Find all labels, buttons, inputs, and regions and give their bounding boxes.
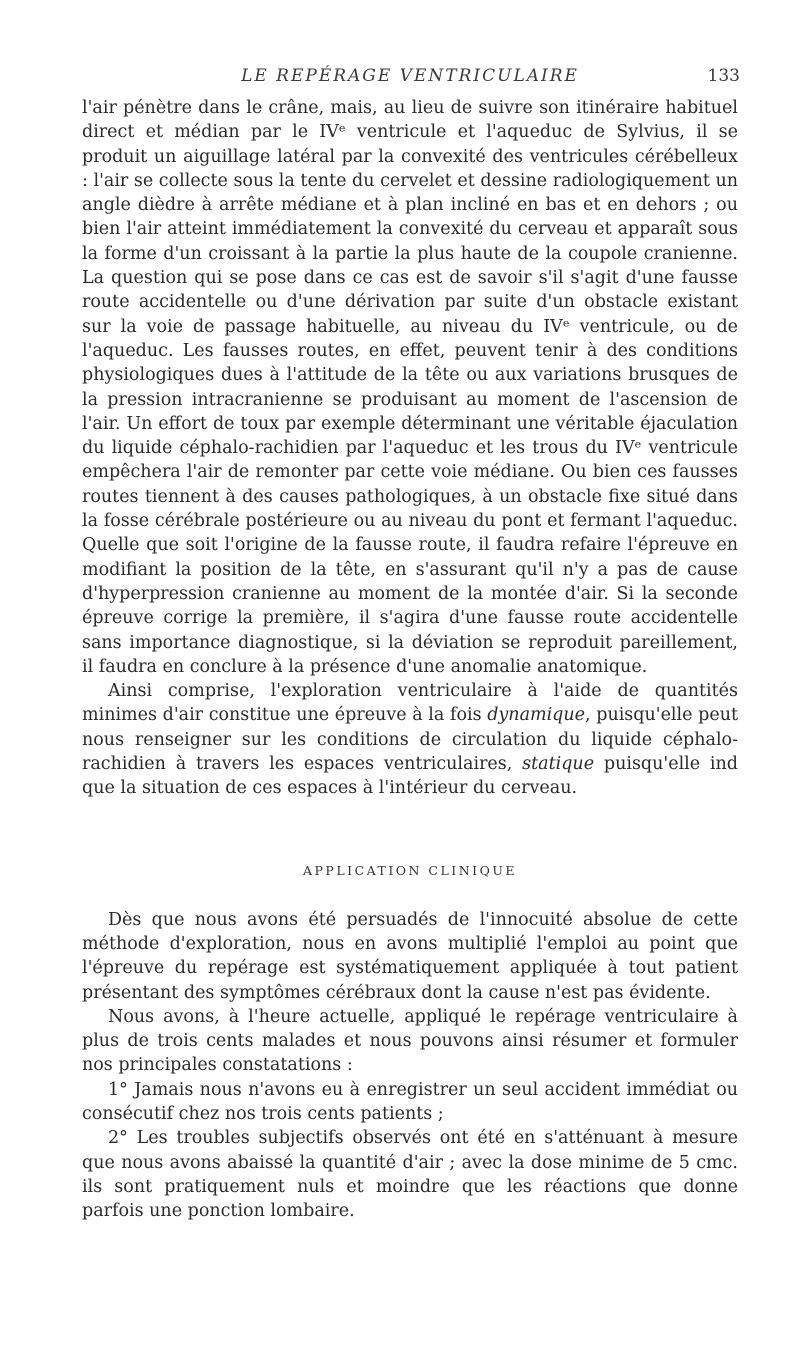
text-run: puisqu'elle ind que la situation de ces espaces à l'intérieur du cerveau. (82, 754, 738, 799)
page-number: 133 (707, 66, 740, 86)
paragraph: l'air pénètre dans le crâne, mais, au lieu de suivre son itinéraire habituel direct et médian par le IVᵉ ventricule et l'aqueduc de Sylvius, il se produit un aiguillage latéral par la convexité des ventricules cérébelleux : l'air se collecte sous la tente du cervelet et dessine radiologiquement un angle dièdre à arrête médiane et à plan incliné en bas et en dehors ; ou bien l'air atteint immédiatement la convexité du cerveau et apparaît sous la forme d'un croissant à la partie la plus haute de la coupole cranienne. La question qui se pose dans ce cas est de savoir s'il s'agit d'une fausse route accidentelle ou d'une dérivation par suite d'un obstacle existant sur la voie de passage habituelle, au niveau du IVᵉ ventricule, ou de l'aqueduc. Les fausses routes, en effet, peuvent tenir à des conditions physiologiques dues à l'attitude de la tête ou aux variations brusques de la pression intracranienne se produisant au moment de l'ascension de l'air. Un effort de toux par exemple déterminant une véritable éjaculation du liquide céphalo-rachidien par l'aqueduc et les trous du IVᵉ ventricule empêchera l'air de remonter par cette voie médiane. Ou bien ces fausses routes tiennent à des causes pathologiques, à un obstacle fixe situé dans la fosse cérébrale postérieure ou au niveau du pont et fermant l'aqueduc. Quelle que soit l'origine de la fausse route, il faudra refaire l'épreuve en modifiant la position de la tête, en s'assurant qu'il n'y a pas de cause d'hyperpression cranienne au moment de la montée d'air. Si la seconde épreuve corrige la première, il s'agira d'une fausse route accidentelle sans importance diagnostique, si la déviation se reproduit pareillement, il faudra en conclure à la présence d'une anomalie anatomique. (82, 98, 738, 677)
text-run: Ainsi comprise, l'exploration ventriculaire à l'aide de quantités minimes d'air constitue une épreuve à la fois (82, 681, 738, 726)
italic-term-statique: statique (522, 754, 595, 775)
italic-term-dynamique: dynamique (487, 705, 586, 726)
text-run: , puisqu'elle peut nous renseigner sur les conditions de circulation du liquide céphalo-rachidien à travers les espaces ventriculaires, (82, 705, 738, 775)
paragraph: Nous avons, à l'heure actuelle, appliqué le repérage ventriculaire à plus de trois cents malades et nous pouvons ainsi résumer et formuler nos principales constatations : (82, 1006, 738, 1076)
running-title: LE REPÉRAGE VENTRICULAIRE (241, 66, 579, 86)
body-text (82, 96, 738, 1223)
paragraph: Dès que nous avons été persuadés de l'innocuité absolue de cette méthode d'exploration, nous en avons multiplié l'emploi au point que l'épreuve du repérage est systématiquement appliquée à tout patient présentant des symptômes cérébraux dont la cause n'est pas évidente. (82, 909, 738, 1003)
paragraph (82, 679, 738, 800)
list-item: 1° Jamais nous n'avons eu à enregistrer un seul accident immédiat ou consécutif chez nos trois cents patients ; (82, 1079, 738, 1124)
list-item: 2° Les troubles subjectifs observés ont été en s'atténuant à mesure que nous avons abaissé la quantité d'air ; avec la dose minime de 5 cmc. ils sont pratiquement nuls et moindre que les réactions que donne parfois une ponction lombaire. (82, 1128, 738, 1222)
running-header (82, 66, 738, 96)
document-page (82, 66, 738, 1223)
section-heading: APPLICATION CLINIQUE (302, 862, 517, 878)
